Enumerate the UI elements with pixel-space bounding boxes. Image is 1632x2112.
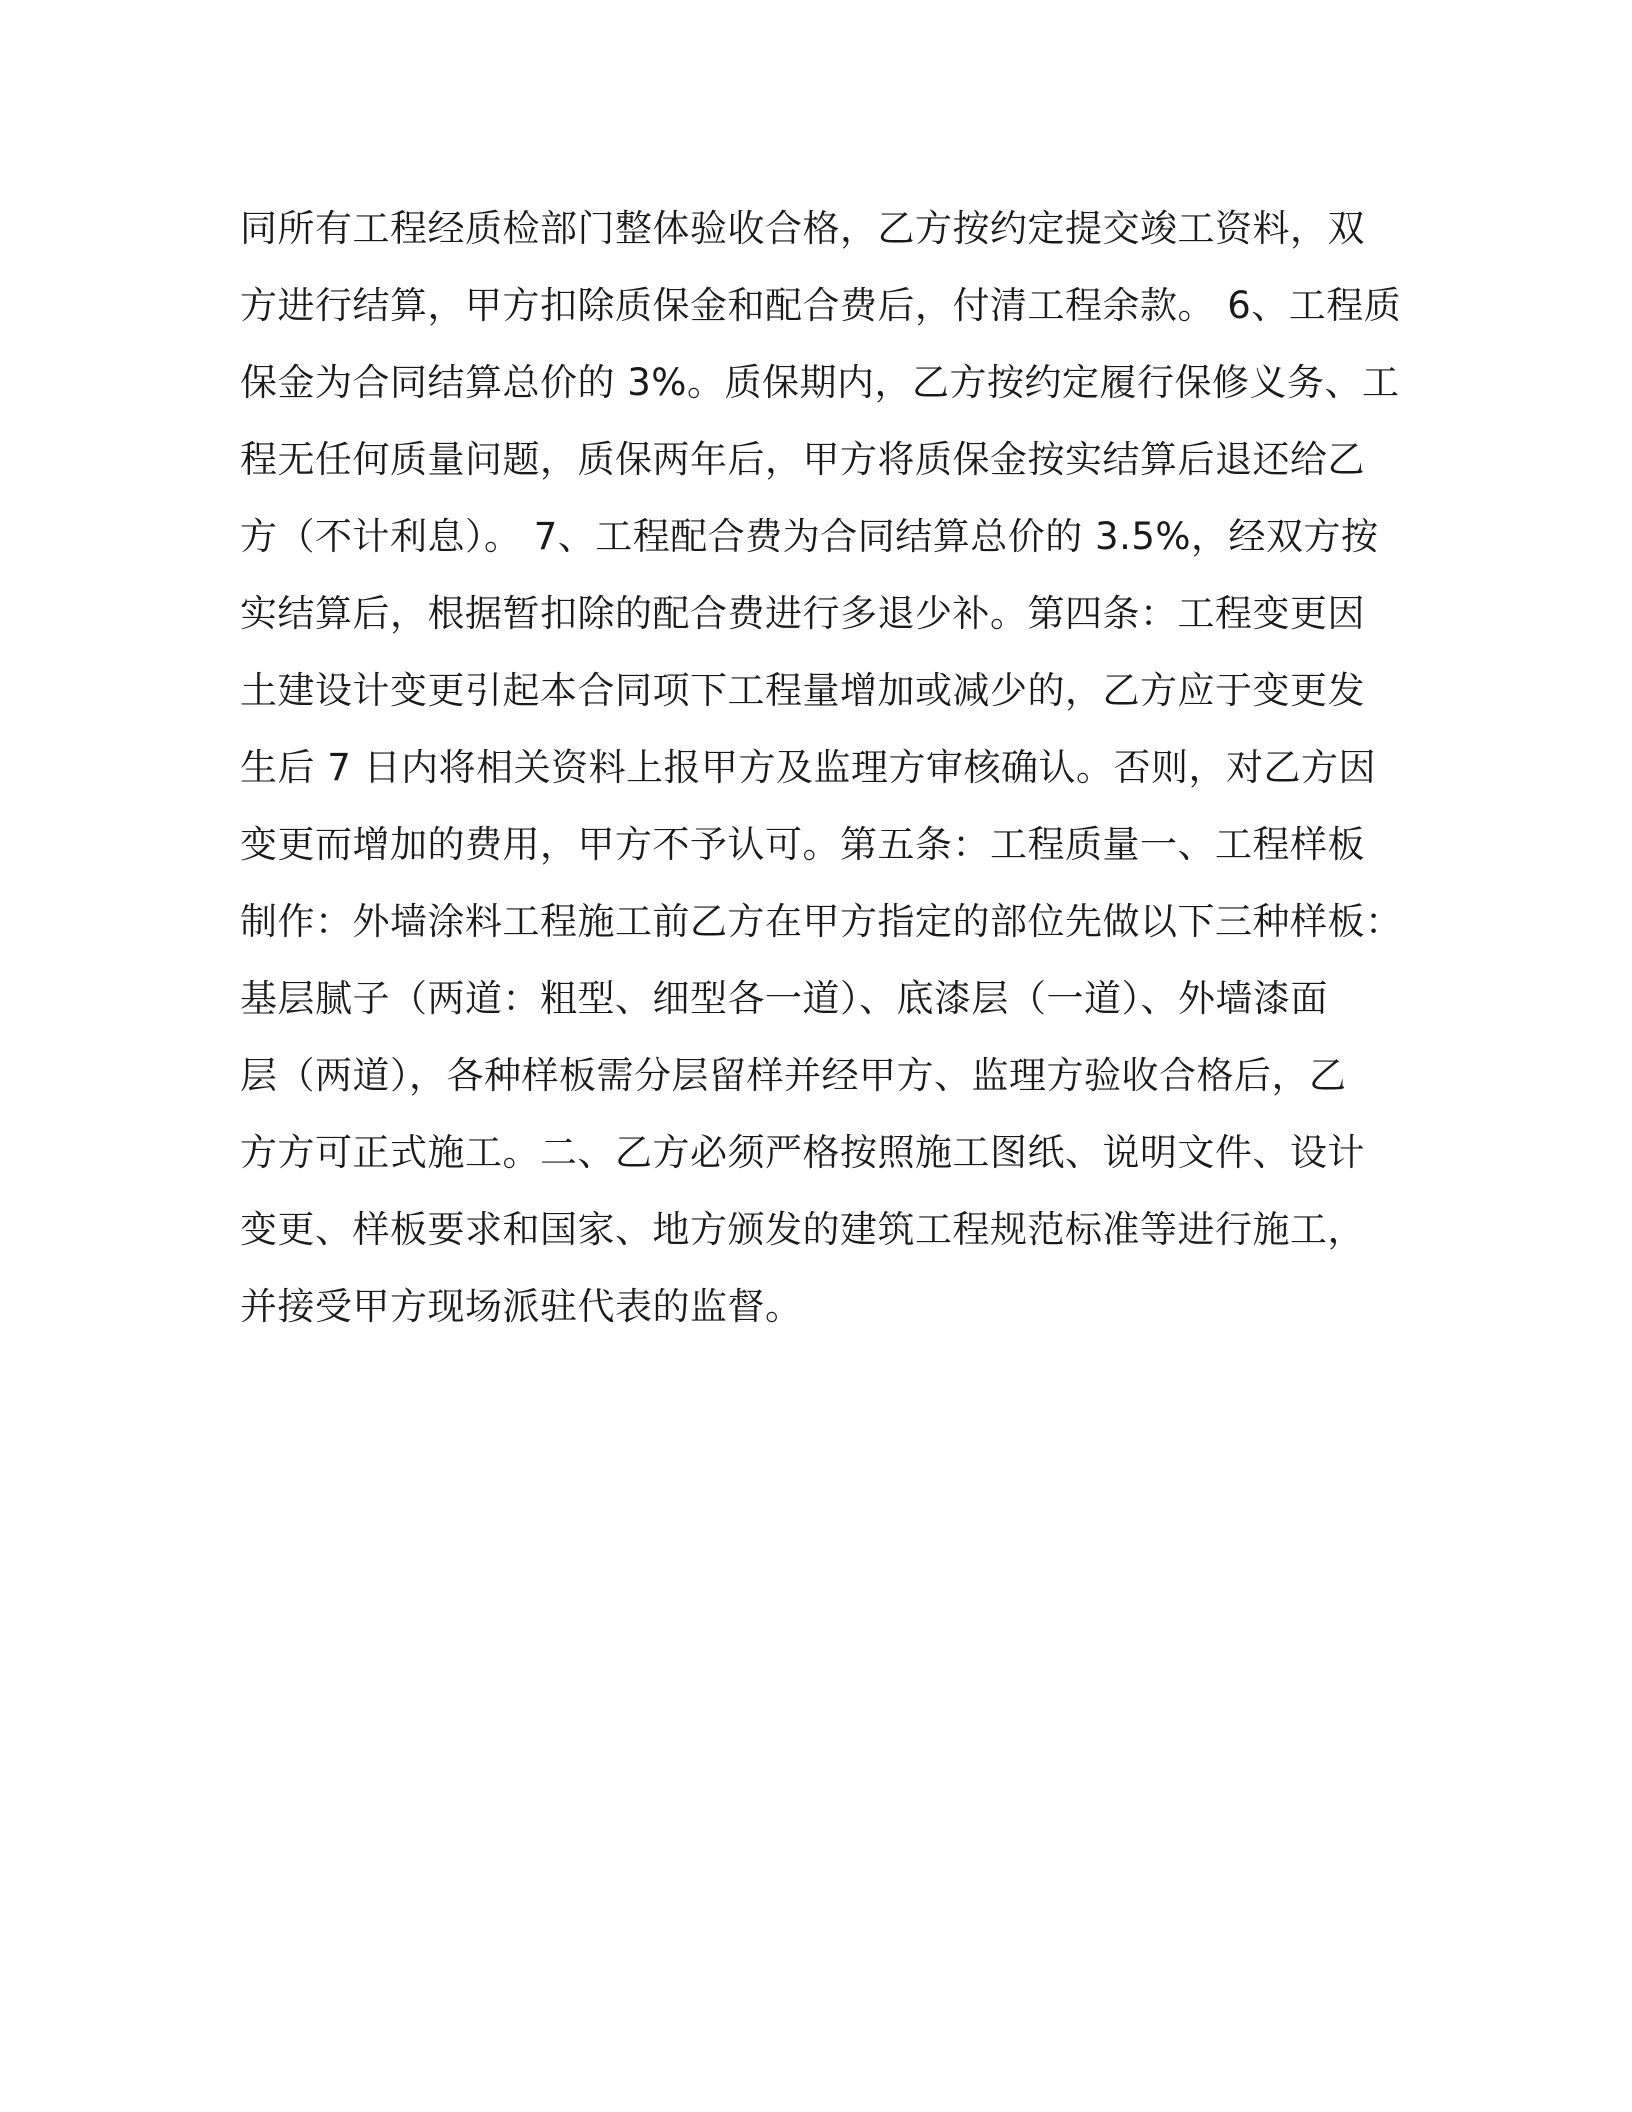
text-line: 并接受甲方现场派驻代表的监督。 bbox=[240, 1285, 803, 1328]
text-line: 方进行结算，甲方扣除质保金和配合费后，付清工程余款。 6、工程质 bbox=[240, 284, 1402, 327]
text-line: 方方可正式施工。二、乙方必须严格按照施工图纸、说明文件、设计 bbox=[240, 1131, 1365, 1174]
text-line: 变更、样板要求和国家、地方颁发的建筑工程规范标准等进行施工， bbox=[240, 1208, 1365, 1251]
text-line: 程无任何质量问题，质保两年后，甲方将质保金按实结算后退还给乙 bbox=[240, 438, 1365, 481]
text-line: 同所有工程经质检部门整体验收合格，乙方按约定提交竣工资料，双 bbox=[240, 207, 1365, 250]
text-line: 实结算后，根据暂扣除的配合费进行多退少补。第四条：工程变更因 bbox=[240, 592, 1365, 635]
text-line: 保金为合同结算总价的 3%。质保期内，乙方按约定履行保修义务、工 bbox=[240, 361, 1400, 404]
text-line: 基层腻子（两道：粗型、细型各一道）、底漆层（一道）、外墙漆面 bbox=[240, 977, 1328, 1020]
text-line: 方（不计利息）。 7、工程配合费为合同结算总价的 3.5%，经双方按 bbox=[240, 515, 1379, 558]
text-line: 土建设计变更引起本合同项下工程量增加或减少的，乙方应于变更发 bbox=[240, 669, 1365, 712]
text-line: 生后 7 日内将相关资料上报甲方及监理方审核确认。否则，对乙方因 bbox=[240, 746, 1377, 789]
text-line: 层（两道），各种样板需分层留样并经甲方、监理方验收合格后，乙 bbox=[240, 1054, 1347, 1097]
contract-text-block bbox=[240, 190, 1440, 1345]
text-line: 变更而增加的费用，甲方不予认可。第五条：工程质量一、工程样板 bbox=[240, 823, 1365, 866]
text-line: 制作：外墙涂料工程施工前乙方在甲方指定的部位先做以下三种样板： bbox=[240, 900, 1403, 943]
